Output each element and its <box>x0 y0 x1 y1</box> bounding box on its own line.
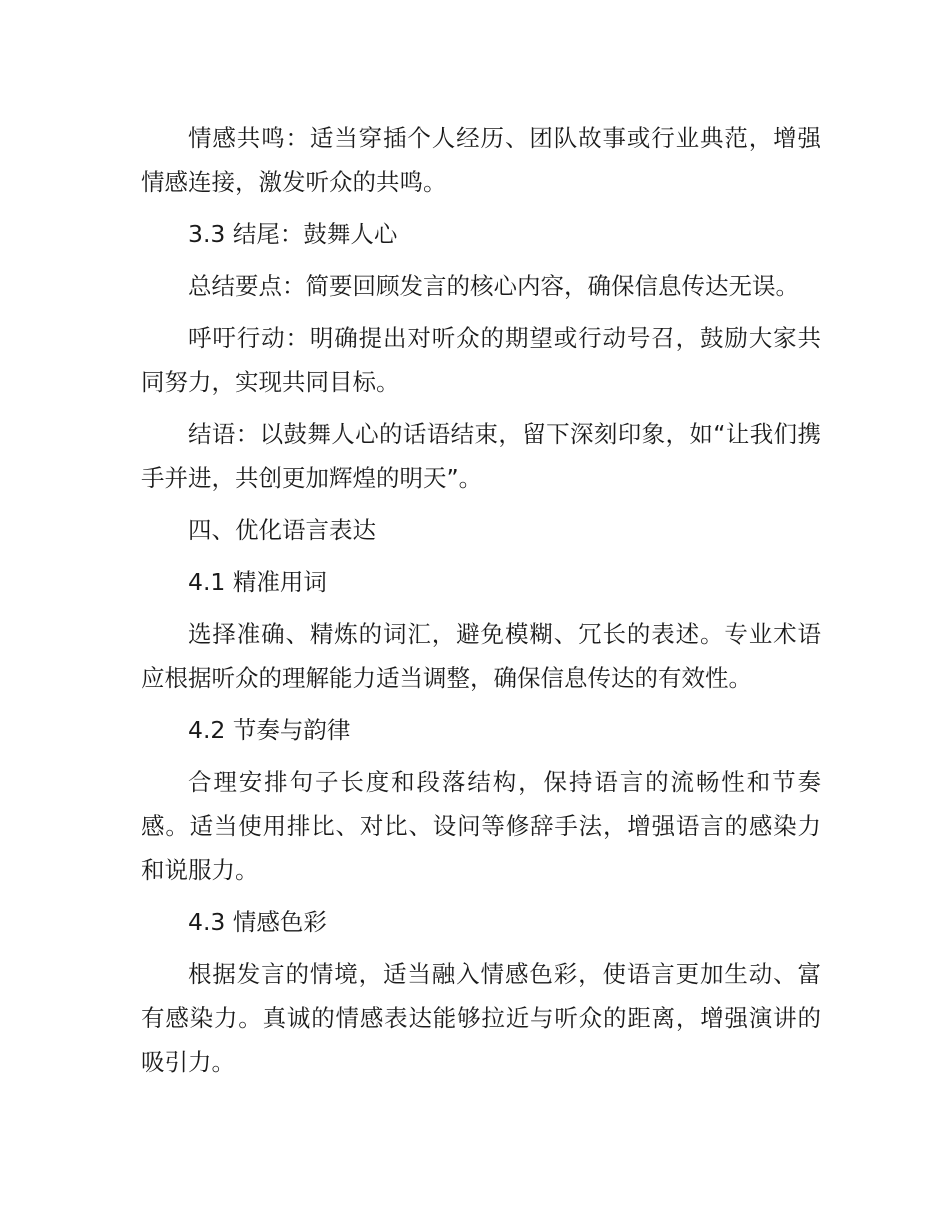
paragraph-emotional-color: 根据发言的情境，适当融入情感色彩，使语言更加生动、富有感染力。真诚的情感表达能够拉近与听众的距离，增强演讲的吸引力。 <box>141 960 821 1076</box>
heading-section-4: 四、优化语言表达 <box>188 516 376 544</box>
paragraph-call-to-action: 呼吁行动：明确提出对听众的期望或行动号召，鼓励大家共同努力，实现共同目标。 <box>141 324 821 396</box>
heading-4-2-rhythm: 4.2 节奏与韵律 <box>188 716 351 744</box>
paragraph-closing-words: 结语：以鼓舞人心的话语结束，留下深刻印象，如“让我们携手并进，共创更加辉煌的明天”。 <box>141 420 821 492</box>
paragraph-summary-points: 总结要点：简要回顾发言的核心内容，确保信息传达无误。 <box>188 272 799 300</box>
heading-4-1-precise-wording: 4.1 精准用词 <box>188 568 327 596</box>
heading-4-3-emotional-color: 4.3 情感色彩 <box>188 908 327 936</box>
document-body <box>141 116 821 1092</box>
paragraph-emotional-resonance: 情感共鸣：适当穿插个人经历、团队故事或行业典范，增强情感连接，激发听众的共鸣。 <box>141 124 821 196</box>
paragraph-precise-wording: 选择准确、精炼的词汇，避免模糊、冗长的表述。专业术语应根据听众的理解能力适当调整，确保信息传达的有效性。 <box>141 620 821 692</box>
paragraph-rhythm: 合理安排句子长度和段落结构，保持语言的流畅性和节奏感。适当使用排比、对比、设问等修辞手法，增强语言的感染力和说服力。 <box>141 768 821 884</box>
heading-3-3-ending: 3.3 结尾：鼓舞人心 <box>188 220 398 248</box>
